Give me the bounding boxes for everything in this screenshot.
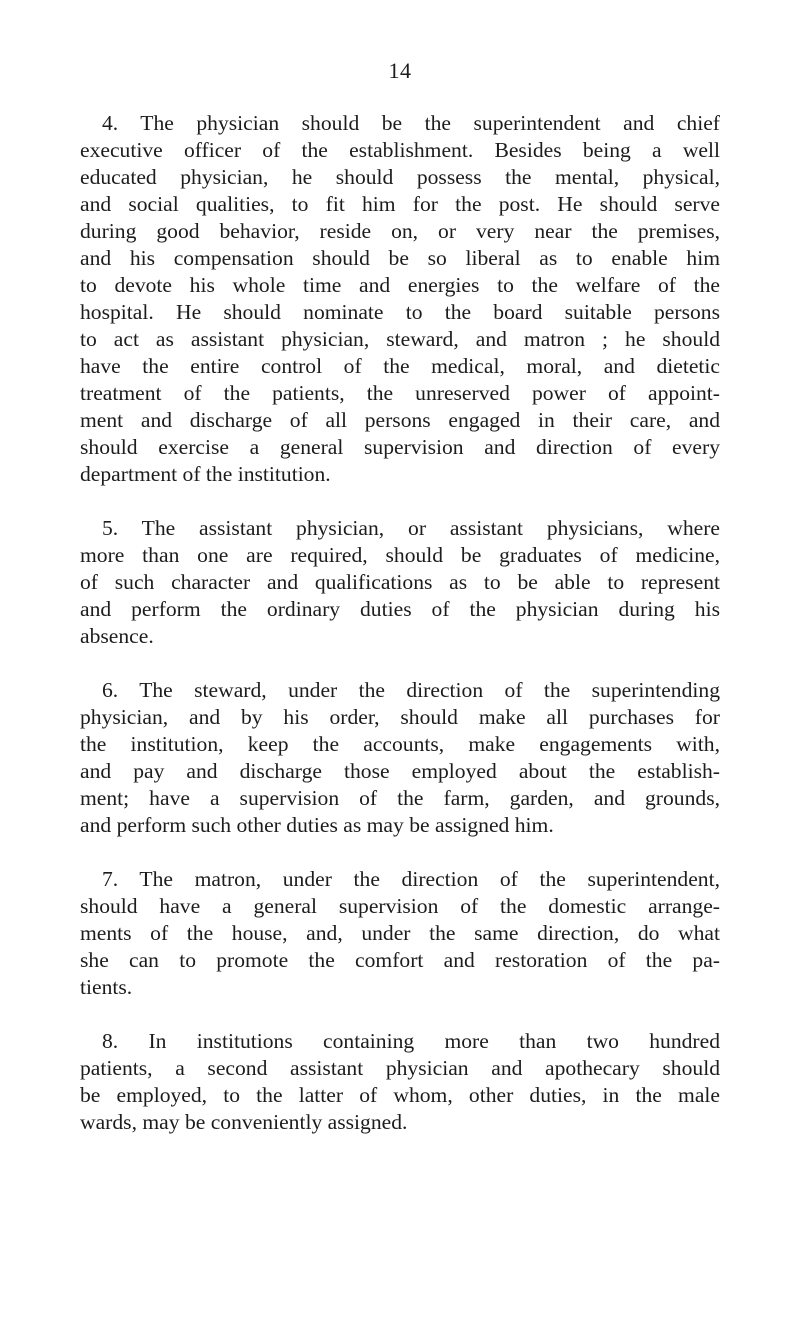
- text-line: wards, may be conveniently assigned.: [80, 1110, 408, 1134]
- text-line: to act as assistant physician, steward, and matron ; he should: [80, 327, 720, 351]
- text-line: 6. The steward, under the direction of the superintending: [102, 678, 720, 702]
- text-line: educated physician, he should possess the mental, physical,: [80, 165, 720, 189]
- text-line: should have a general supervision of the domestic arrange-: [80, 894, 720, 918]
- text-line: and perform such other duties as may be assigned him.: [80, 813, 554, 837]
- text-line: and perform the ordinary duties of the physician during his: [80, 597, 720, 621]
- text-line: of such character and qualifications as to be able to represent: [80, 570, 720, 594]
- paragraph-5: [80, 515, 720, 650]
- paragraph-7: [80, 866, 720, 1001]
- text-line: have the entire control of the medical, moral, and dietetic: [80, 354, 720, 378]
- text-line: and social qualities, to fit him for the post. He should serve: [80, 192, 720, 216]
- text-line: 7. The matron, under the direction of the superintendent,: [102, 867, 720, 891]
- text-line: patients, a second assistant physician and apothecary should: [80, 1056, 720, 1080]
- text-line: more than one are required, should be graduates of medicine,: [80, 543, 720, 567]
- paragraph-8: [80, 1028, 720, 1136]
- text-line: absence.: [80, 624, 154, 648]
- body-text: [80, 110, 720, 1163]
- text-line: ment and discharge of all persons engaged in their care, and: [80, 408, 720, 432]
- text-line: and pay and discharge those employed about the establish-: [80, 759, 720, 783]
- paragraph-4: [80, 110, 720, 488]
- text-line: 5. The assistant physician, or assistant physicians, where: [102, 516, 720, 540]
- text-line: tients.: [80, 975, 133, 999]
- text-line: ment; have a supervision of the farm, garden, and grounds,: [80, 786, 720, 810]
- text-line: the institution, keep the accounts, make engagements with,: [80, 732, 720, 756]
- text-line: she can to promote the comfort and restoration of the pa-: [80, 948, 720, 972]
- text-line: ments of the house, and, under the same direction, do what: [80, 921, 720, 945]
- text-line: executive officer of the establishment. Besides being a well: [80, 138, 720, 162]
- text-line: during good behavior, reside on, or very near the premises,: [80, 219, 720, 243]
- paragraph-6: [80, 677, 720, 839]
- text-line: 8. In institutions containing more than two hundred: [102, 1029, 720, 1053]
- text-line: be employed, to the latter of whom, other duties, in the male: [80, 1083, 720, 1107]
- page-number: 14: [388, 58, 412, 83]
- text-line: should exercise a general supervision and direction of every: [80, 435, 720, 459]
- text-line: physician, and by his order, should make all purchases for: [80, 705, 720, 729]
- text-line: treatment of the patients, the unreserved power of appoint-: [80, 381, 720, 405]
- text-line: and his compensation should be so liberal as to enable him: [80, 246, 720, 270]
- text-line: 4. The physician should be the superintendent and chief: [102, 111, 720, 135]
- text-line: to devote his whole time and energies to the welfare of the: [80, 273, 720, 297]
- text-line: hospital. He should nominate to the board suitable persons: [80, 300, 720, 324]
- text-line: department of the institution.: [80, 462, 331, 486]
